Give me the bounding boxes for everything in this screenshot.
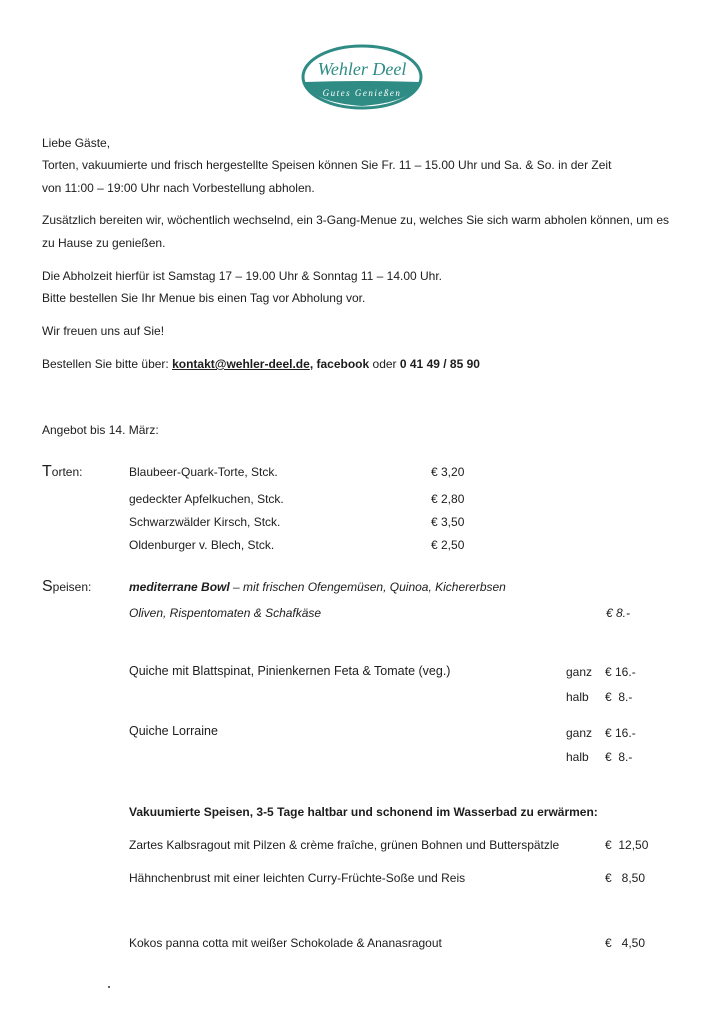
torte-item-price: € 3,50	[431, 515, 465, 529]
order-line	[42, 357, 480, 371]
email-link[interactable]: kontakt@wehler-deel.de	[172, 357, 310, 371]
torte-item-price: € 2,50	[431, 538, 465, 552]
vacuum-item-price: € 12,50	[605, 838, 649, 852]
quiche-spinach-half-label: halb	[566, 690, 589, 704]
torte-item-name: Schwarzwälder Kirsch, Stck.	[129, 515, 281, 529]
offer-heading: Angebot bis 14. März:	[42, 423, 159, 437]
vacuum-heading: Vakuumierte Speisen, 3-5 Tage haltbar und schonend im Wasserbad zu erwärmen:	[129, 805, 598, 819]
bowl-description: – mit frischen Ofengemüsen, Quinoa, Kichererbsen	[229, 580, 506, 594]
pickup-line-1: Die Abholzeit hierfür ist Samstag 17 – 19.00 Uhr & Sonntag 11 – 14.00 Uhr.	[42, 269, 443, 283]
facebook-link[interactable]: facebook	[316, 357, 370, 371]
quiche-lorraine-whole-price: € 16.-	[605, 726, 636, 740]
wehler-deel-logo	[301, 44, 423, 110]
torten-label-initial: T	[42, 463, 52, 480]
order-sep-1: ,	[309, 357, 317, 371]
order-prefix: Bestellen Sie bitte über:	[42, 357, 173, 371]
quiche-spinach-whole-label: ganz	[566, 665, 593, 679]
dessert-name: Kokos panna cotta mit weißer Schokolade & Ananasragout	[129, 936, 442, 950]
torte-item-name: Blaubeer-Quark-Torte, Stck.	[129, 465, 278, 479]
quiche-lorraine-whole-label: ganz	[566, 726, 593, 740]
intro-line-2: von 11:00 – 19:00 Uhr nach Vorbestellung abholen.	[42, 181, 315, 195]
greeting: Liebe Gäste,	[42, 136, 111, 150]
logo-tagline: Gutes Genießen	[322, 88, 402, 98]
dessert-price: € 4,50	[605, 936, 646, 950]
order-sep-2: oder	[369, 357, 400, 371]
torten-label	[42, 463, 82, 481]
phone-number: 0 41 49 / 85 90	[399, 357, 480, 371]
speisen-label-rest: peisen:	[52, 580, 92, 594]
intro-line-1: Torten, vakuumierte und frisch hergestellte Speisen können Sie Fr. 11 – 15.00 Uhr und Sa. & So. in der Zeit	[42, 158, 612, 172]
vacuum-item-price: € 8,50	[605, 871, 646, 885]
quiche-lorraine-half-label: halb	[566, 750, 589, 764]
bowl-title: mediterrane Bowl	[129, 580, 230, 594]
torte-item-name: Oldenburger v. Blech, Stck.	[129, 538, 275, 552]
vacuum-item-name: Hähnchenbrust mit einer leichten Curry-Früchte-Soße und Reis	[129, 871, 466, 885]
quiche-lorraine-name: Quiche Lorraine	[129, 724, 218, 738]
torte-item-price: € 2,80	[431, 492, 465, 506]
speisen-label-initial: S	[42, 578, 53, 595]
vacuum-item-name: Zartes Kalbsragout mit Pilzen & crème fraîche, grünen Bohnen und Butterspätzle	[129, 838, 560, 852]
torte-item-name: gedeckter Apfelkuchen, Stck.	[129, 492, 284, 506]
quiche-lorraine-half-price: € 8.-	[605, 750, 633, 764]
quiche-spinach-half-price: € 8.-	[605, 690, 633, 704]
scan-speck	[108, 986, 110, 988]
bowl-line-1	[129, 580, 506, 594]
torte-item-price: € 3,20	[431, 465, 465, 479]
closing-line: Wir freuen uns auf Sie!	[42, 324, 165, 338]
quiche-spinach-whole-price: € 16.-	[605, 665, 636, 679]
bowl-line-2: Oliven, Rispentomaten & Schafkäse	[129, 606, 322, 620]
menu-paragraph-line-2: zu Hause zu genießen.	[42, 236, 166, 250]
speisen-label	[42, 578, 91, 596]
bowl-price: € 8.-	[606, 606, 631, 620]
pickup-line-2: Bitte bestellen Sie Ihr Menue bis einen Tag vor Abholung vor.	[42, 291, 366, 305]
menu-paragraph-line-1: Zusätzlich bereiten wir, wöchentlich wechselnd, ein 3-Gang-Menue zu, welches Sie sich warm abholen können, um es	[42, 213, 669, 227]
logo-name: Wehler Deel	[317, 59, 407, 79]
torten-label-rest: orten:	[51, 465, 83, 479]
quiche-spinach-name: Quiche mit Blattspinat, Pinienkernen Feta & Tomate (veg.)	[129, 664, 451, 678]
